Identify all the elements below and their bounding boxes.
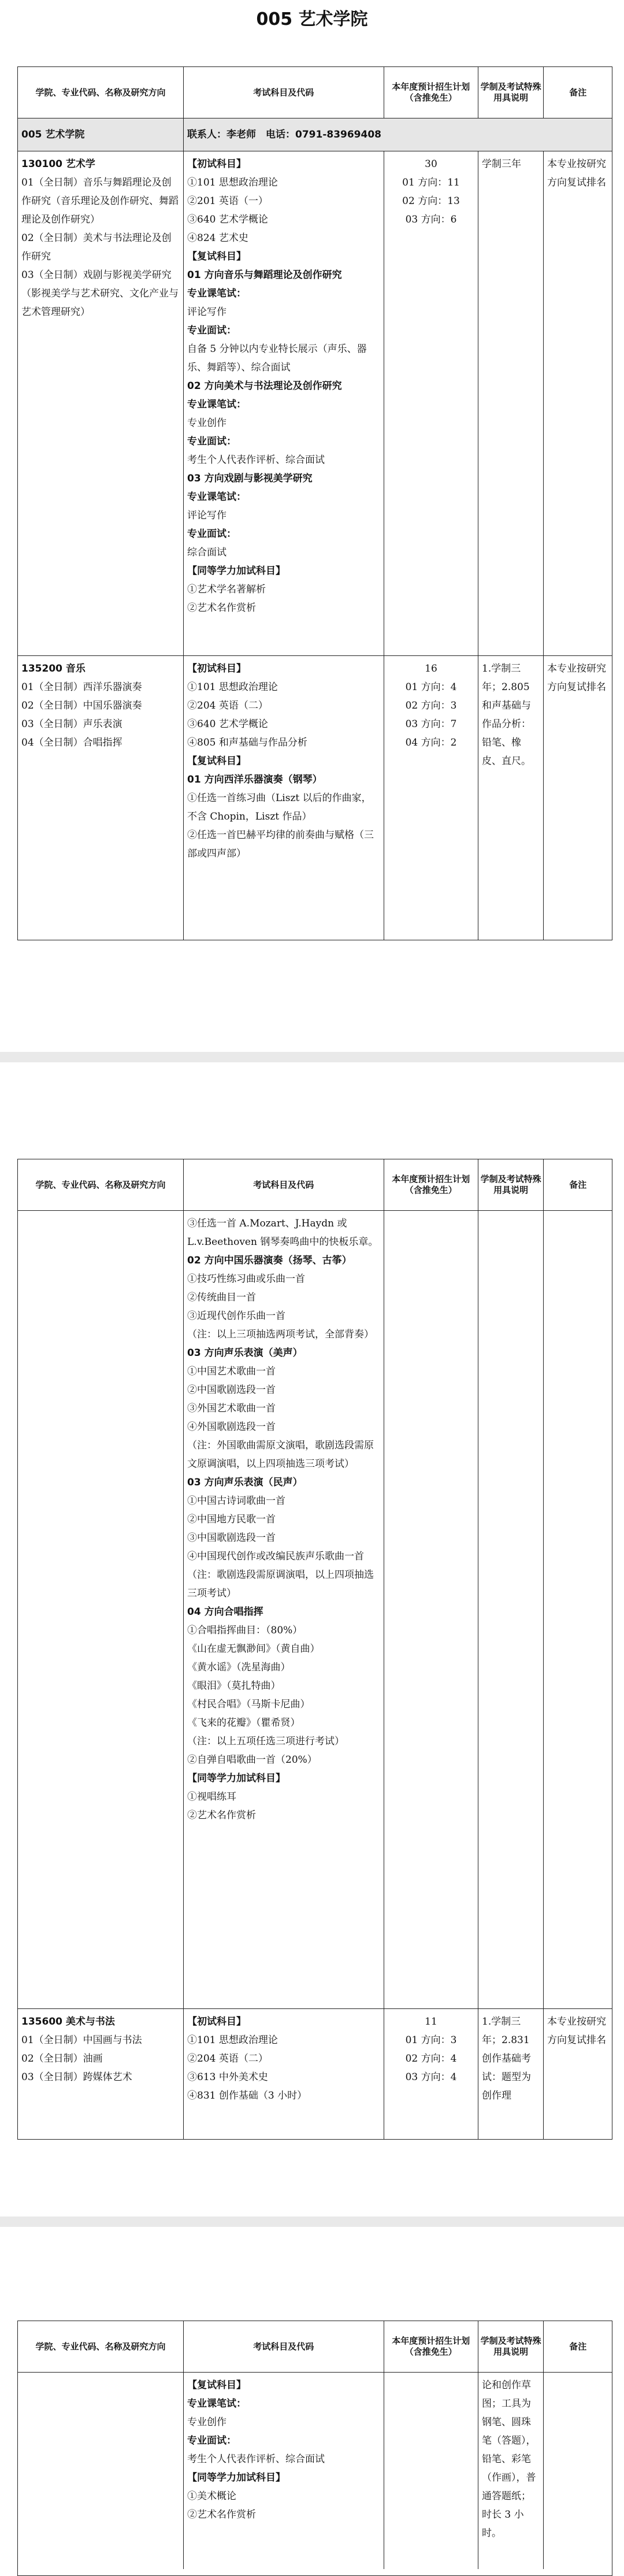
college-row <box>18 118 612 151</box>
duration-note: 学制三年 <box>478 151 544 655</box>
plan-direction: 01 方向：11 <box>402 177 460 188</box>
college-name: 005 艺术学院 <box>18 118 184 151</box>
remark-note: 本专业按研究方向复试排名 <box>547 158 606 188</box>
subject-line: 考生个人代表作评析、综合面试 <box>187 2453 325 2465</box>
header-remark: 备注 <box>569 87 587 98</box>
subject-line: ②中国地方民歌一首 <box>187 1514 276 1525</box>
continuation-row <box>18 1211 612 2009</box>
subject-line: 《黄水谣》（冼星海曲） <box>187 1662 291 1673</box>
plan-direction: 02 方向：13 <box>402 195 460 207</box>
header-duration: 学制及考试特殊用具说明 <box>478 67 544 118</box>
major-code: 135600 美术与书法 <box>21 2016 115 2028</box>
table-header <box>18 2321 612 2373</box>
subject-line: 自备 5 分钟以内专业特长展示（声乐、器乐、舞蹈等）、综合面试 <box>187 343 367 373</box>
direction-item: 03（全日制）戏剧与影视美学研究（影视美学与艺术研究、文化产业与艺术管理研究） <box>21 269 179 318</box>
subjects-list <box>184 1211 384 2008</box>
header-plan: 本年度预计招生计划（含推免生） <box>384 2321 478 2372</box>
subject-line: 评论写作 <box>187 510 226 521</box>
major-row <box>18 656 612 940</box>
subject-line: ④中国现代创作或改编民族声乐歌曲一首 <box>187 1551 364 1562</box>
subject-line: 【同等学力加试科目】 <box>187 565 285 577</box>
subject-line: ②艺术名作赏析 <box>187 1810 256 1821</box>
major-code: 135200 音乐 <box>21 663 86 674</box>
subject-line: （注：歌剧选段需原调演唱，以上四项抽选三项考试） <box>187 1569 374 1599</box>
subject-line: ②204 英语（二） <box>187 2053 268 2064</box>
subject-line: 02 方向美术与书法理论及创作研究 <box>187 380 342 392</box>
continuation-row <box>18 2373 612 2569</box>
subject-line: ①中国艺术歌曲一首 <box>187 1366 276 1377</box>
subject-line: ①合唱指挥曲目：（80%） <box>187 1625 303 1636</box>
subject-line: 专业创作 <box>187 417 226 429</box>
duration-note: 1.学制三年；2.831 创作基础考试：题型为创作理 <box>478 2009 544 2139</box>
plan-total: 30 <box>425 158 437 170</box>
header-college: 学院、专业代码、名称及研究方向 <box>18 67 184 118</box>
subject-line: ①中国古诗词歌曲一首 <box>187 1495 285 1507</box>
subject-line: ②艺术名作赏析 <box>187 2509 256 2521</box>
subject-line: 专业创作 <box>187 2416 226 2428</box>
subject-line: ①艺术学名著解析 <box>187 584 266 595</box>
header-duration: 学制及考试特殊用具说明 <box>478 1159 544 1210</box>
subject-line: 专业课笔试： <box>187 288 246 299</box>
header-college: 学院、专业代码、名称及研究方向 <box>18 1159 184 1210</box>
subjects-list <box>184 2373 384 2569</box>
page-separator <box>0 1052 624 1062</box>
header-plan: 本年度预计招生计划（含推免生） <box>384 67 478 118</box>
subject-line: 《眼泪》（莫扎特曲） <box>187 1680 281 1692</box>
subject-line: 【同等学力加试科目】 <box>187 1773 285 1784</box>
subject-line: ②传统曲目一首 <box>187 1292 256 1303</box>
subject-line: ④805 和声基础与作品分析 <box>187 737 307 748</box>
subject-line: 【复试科目】 <box>187 755 246 767</box>
header-plan: 本年度预计招生计划（含推免生） <box>384 1159 478 1210</box>
plan-direction: 03 方向：7 <box>405 718 457 730</box>
subject-line: ①任选一首练习曲（Liszt 以后的作曲家，不含 Chopin，Liszt 作品） <box>187 792 372 822</box>
direction-item: 03（全日制）跨媒体艺术 <box>21 2071 132 2083</box>
subject-line: ①101 思想政治理论 <box>187 681 278 693</box>
subject-line: 专业面试： <box>187 325 236 336</box>
subject-line: 【初试科目】 <box>187 158 246 170</box>
subject-line: ②204 英语（二） <box>187 700 268 711</box>
direction-item: 02（全日制）美术与书法理论及创作研究 <box>21 232 172 262</box>
subject-line: 03 方向戏剧与影视美学研究 <box>187 473 313 484</box>
subject-line: 03 方向声乐表演（民声） <box>187 1477 303 1488</box>
table-page-3 <box>17 2321 612 2576</box>
plan-direction: 01 方向：4 <box>405 681 457 693</box>
subject-line: ②中国歌剧选段一首 <box>187 1384 276 1396</box>
header-remark: 备注 <box>569 1179 587 1190</box>
subject-line: ③中国歌剧选段一首 <box>187 1532 276 1544</box>
subject-line: 专业面试： <box>187 2435 236 2447</box>
table-page-1 <box>17 66 612 940</box>
subject-line: 03 方向声乐表演（美声） <box>187 1347 303 1359</box>
header-duration: 学制及考试特殊用具说明 <box>478 2321 544 2372</box>
subjects-list <box>184 656 384 940</box>
plan-total: 16 <box>425 663 437 674</box>
direction-item: 02（全日制）油画 <box>21 2053 103 2064</box>
subject-line: 《村民合唱》（马斯卡尼曲） <box>187 1699 310 1710</box>
header-subjects: 考试科目及代码 <box>184 1159 384 1210</box>
subject-line: ②艺术名作赏析 <box>187 602 256 614</box>
table-header <box>18 1159 612 1211</box>
subject-line: ①视唱练耳 <box>187 1791 236 1803</box>
plan-direction: 02 方向：4 <box>405 2053 457 2064</box>
subject-line: ①技巧性练习曲或乐曲一首 <box>187 1273 305 1285</box>
direction-item: 04（全日制）合唱指挥 <box>21 737 122 748</box>
subject-line: 评论写作 <box>187 306 226 318</box>
page-title: 005 艺术学院 <box>256 9 368 29</box>
subject-line: ④外国歌剧选段一首 <box>187 1421 276 1433</box>
subject-line: 04 方向合唱指挥 <box>187 1606 263 1618</box>
subject-line: ③任选一首 A.Mozart、J.Haydn 或 L.v.Beethoven 钢琴奏鸣曲中的快板乐章。 <box>187 1218 378 1248</box>
subject-line: ④824 艺术史 <box>187 232 248 244</box>
subject-line: 综合面试 <box>187 547 226 558</box>
subject-line: 【复试科目】 <box>187 251 246 262</box>
header-subjects: 考试科目及代码 <box>184 2321 384 2372</box>
subject-line: （注：外国歌曲需原文演唱，歌剧选段需原文原调演唱，以上四项抽选三项考试） <box>187 1440 374 1470</box>
page-separator <box>0 2217 624 2227</box>
subject-line: ③外国艺术歌曲一首 <box>187 1403 276 1414</box>
plan-direction: 04 方向：2 <box>405 737 457 748</box>
subject-line: 考生个人代表作评析、综合面试 <box>187 454 325 466</box>
subject-line: 01 方向音乐与舞蹈理论及创作研究 <box>187 269 342 281</box>
subject-line: 02 方向中国乐器演奏（扬琴、古筝） <box>187 1255 352 1266</box>
subject-line: 【初试科目】 <box>187 663 246 674</box>
subject-line: 【同等学力加试科目】 <box>187 2472 285 2484</box>
subject-line: 01 方向西洋乐器演奏（钢琴） <box>187 774 322 785</box>
plan-direction: 03 方向：4 <box>405 2071 457 2083</box>
subject-line: ③640 艺术学概论 <box>187 214 268 225</box>
direction-item: 02（全日制）中国乐器演奏 <box>21 700 142 711</box>
subject-line: ①101 思想政治理论 <box>187 2034 278 2046</box>
header-college: 学院、专业代码、名称及研究方向 <box>18 2321 184 2372</box>
plan-direction: 02 方向：3 <box>405 700 457 711</box>
plan-direction: 01 方向：3 <box>405 2034 457 2046</box>
subject-line: ④831 创作基础（3 小时） <box>187 2090 307 2101</box>
subject-line: （注：以上三项抽选两项考试，全部背奏） <box>187 1329 374 1340</box>
major-row <box>18 2009 612 2139</box>
direction-item: 01（全日制）中国画与书法 <box>21 2034 142 2046</box>
subjects-list <box>184 151 384 655</box>
subject-line: 【初试科目】 <box>187 2016 246 2028</box>
direction-item: 01（全日制）西洋乐器演奏 <box>21 681 142 693</box>
subject-line: 专业面试： <box>187 436 236 447</box>
duration-note: 1.学制三年；2.805 和声基础与作品分析：铅笔、橡皮、直尺。 <box>478 656 544 940</box>
table-header <box>18 67 612 118</box>
subject-line: （注：以上五项任选三项进行考试） <box>187 1736 344 1747</box>
header-remark: 备注 <box>569 2341 587 2352</box>
header-subjects: 考试科目及代码 <box>184 67 384 118</box>
major-row <box>18 151 612 656</box>
direction-item: 01（全日制）音乐与舞蹈理论及创作研究（音乐理论及创作研究、舞蹈理论及创作研究） <box>21 177 179 225</box>
subject-line: 专业课笔试： <box>187 491 246 503</box>
remark-note: 本专业按研究方向复试排名 <box>547 2016 606 2046</box>
table-page-2 <box>17 1159 612 2140</box>
subject-line: ②自弹自唱歌曲一首（20%） <box>187 1754 317 1766</box>
college-contact: 联系人：李老师 电话：0791-83969408 <box>187 129 381 140</box>
subject-line: ①美术概论 <box>187 2490 236 2502</box>
subject-line: 专业课笔试： <box>187 399 246 410</box>
subject-line: 【复试科目】 <box>187 2379 246 2391</box>
duration-note: 论和创作草图；工具为钢笔、圆珠笔（答题），铅笔、彩笔（作画），普通答题纸；时长 3 小时。 <box>478 2373 544 2569</box>
remark-note: 本专业按研究方向复试排名 <box>547 663 606 693</box>
subject-line: ③近现代创作乐曲一首 <box>187 1310 285 1322</box>
subject-line: ③613 中外美术史 <box>187 2071 268 2083</box>
subject-line: ②任选一首巴赫平均律的前奏曲与赋格（三部或四声部） <box>187 829 374 859</box>
subject-line: ②201 英语（一） <box>187 195 268 207</box>
plan-total: 11 <box>425 2016 437 2028</box>
plan-direction: 03 方向：6 <box>405 214 457 225</box>
subject-line: 《山在虚无飘渺间》（黄自曲） <box>187 1643 320 1655</box>
subject-line: ①101 思想政治理论 <box>187 177 278 188</box>
subject-line: 《飞来的花瓣》（瞿希贤） <box>187 1717 300 1729</box>
subject-line: 专业课笔试： <box>187 2398 246 2410</box>
subjects-list <box>184 2009 384 2139</box>
subject-line: 专业面试： <box>187 528 236 540</box>
direction-item: 03（全日制）声乐表演 <box>21 718 122 730</box>
subject-line: ③640 艺术学概论 <box>187 718 268 730</box>
major-code: 130100 艺术学 <box>21 158 95 170</box>
